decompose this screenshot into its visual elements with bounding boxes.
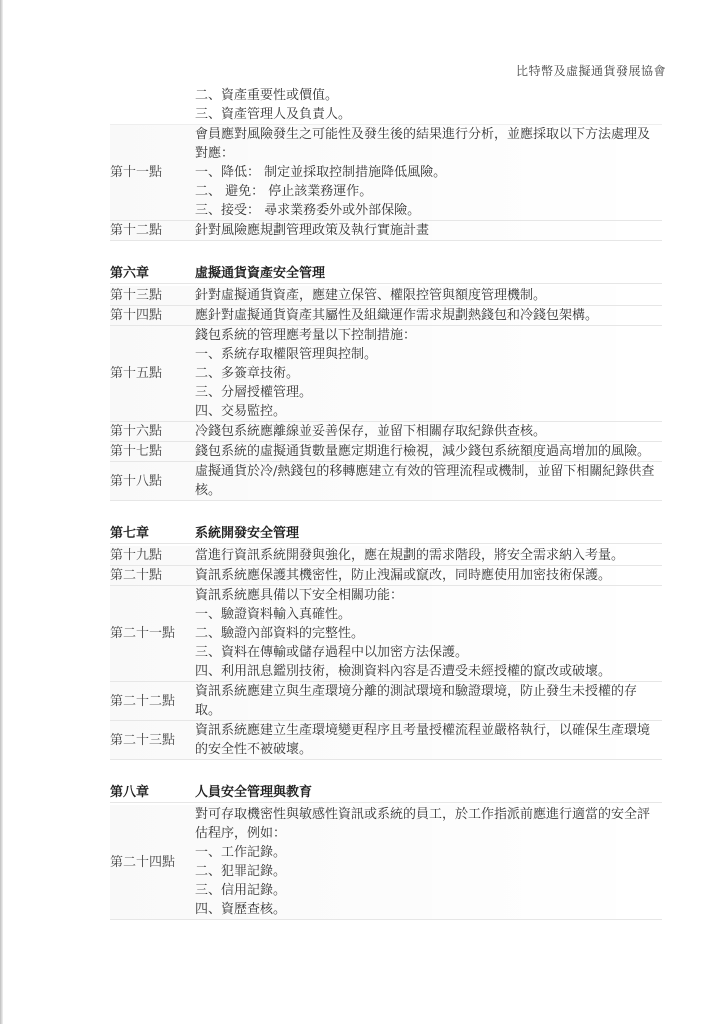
clause-content (195, 566, 662, 585)
clause-text: 錢包系統的管理應考量以下控制措施： (195, 328, 417, 343)
clause-content (195, 326, 662, 421)
continued-item: 三、資產管理人及負責人。 (195, 107, 352, 122)
clause-text: 二、犯罪記錄。 (195, 864, 287, 879)
clause-text: 對可存取機密性與敏感性資訊或系統的員工，於工作指派前應進行適當的安全評估程序，例如： (195, 807, 651, 841)
clause-text: 三、信用記錄。 (195, 883, 287, 898)
clause-label: 第二十二點 (110, 693, 176, 709)
clause-text: 虛擬通貨於冷/熱錢包的移轉應建立有效的管理流程或機制，並留下相關紀錄供查核。 (195, 464, 655, 498)
clause-text: 二、驗證內部資料的完整性。 (195, 626, 365, 641)
clause-label: 第十一點 (110, 165, 163, 180)
clause-11 (110, 125, 662, 221)
clause-text: 當進行資訊系統開發與強化，應在規劃的需求階段，將安全需求納入考量。 (195, 548, 625, 563)
clause-18 (110, 462, 662, 501)
clause-text: 二、多簽章技術。 (195, 366, 300, 381)
page-edge-shadow (0, 0, 3, 1024)
clause-label: 第十九點 (110, 548, 163, 563)
clause-text: 資訊系統應建立生產環境變更程序且考量授權流程並嚴格執行，以確保生產環境的安全性不被破壞。 (195, 723, 651, 757)
clause-21 (110, 586, 662, 682)
continued-item: 二、資產重要性或價值。 (195, 88, 339, 103)
clause-19 (110, 546, 662, 566)
clause-label: 第十八點 (110, 473, 163, 489)
clause-14 (110, 306, 662, 326)
clause-text: 四、資歷查核。 (195, 902, 287, 917)
clause-content (195, 721, 662, 759)
clause-24 (110, 805, 662, 920)
clause-16 (110, 422, 662, 442)
clause-content (195, 221, 662, 240)
chapter-title: 虛擬通貨資產安全管理 (195, 266, 326, 281)
clause-text: 一、驗證資料輸入真確性。 (195, 607, 352, 622)
clause-content (195, 462, 662, 500)
clause-label: 第十四點 (110, 308, 163, 323)
clause-label: 第十三點 (110, 288, 163, 303)
clause-text: 一、工作記錄。 (195, 845, 287, 860)
continued-items (110, 86, 662, 125)
clause-label: 第十七點 (110, 444, 163, 459)
clause-text: 會員應對風險發生之可能性及發生後的結果進行分析，並應採取以下方法處理及對應： (195, 127, 651, 161)
chapter-label: 第八章 (110, 785, 150, 800)
clause-text: 資訊系統應具備以下安全相關功能： (195, 588, 404, 603)
clause-text: 資訊系統應保護其機密性，防止洩漏或竄改，同時應使用加密技術保護。 (195, 568, 612, 583)
clause-content (195, 586, 662, 681)
chapter-title: 系統開發安全管理 (195, 526, 300, 541)
chapter-7-heading (110, 524, 662, 544)
clause-text: 二、 避免： 停止該業務運作。 (195, 184, 373, 199)
clause-text: 資訊系統應建立與生產環境分離的測試環境和驗證環境，防止發生未授權的存取。 (195, 684, 638, 718)
clause-20 (110, 566, 662, 586)
clause-text: 四、利用訊息鑑別技術，檢測資料內容是否遭受未經授權的竄改或破壞。 (195, 664, 612, 679)
clause-content (195, 125, 662, 220)
clause-17 (110, 442, 662, 462)
clause-content (195, 805, 662, 919)
clause-text: 三、接受： 尋求業務委外或外部保險。 (195, 203, 421, 218)
clause-content (195, 422, 662, 441)
clause-content (195, 286, 662, 305)
clause-label: 第十五點 (110, 366, 163, 381)
clause-content (195, 306, 662, 325)
chapter-label: 第七章 (110, 526, 150, 541)
chapter-title: 人員安全管理與教育 (195, 785, 313, 800)
clause-12 (110, 221, 662, 241)
clause-text: 一、系統存取權限管理與控制。 (195, 347, 378, 362)
clause-text: 一、降低： 制定並採取控制措施降低風險。 (195, 165, 447, 180)
clause-text: 針對虛擬通貨資產，應建立保管、權限控管與額度管理機制。 (195, 288, 547, 303)
clause-label: 第二十一點 (110, 626, 176, 641)
clause-label: 第十六點 (110, 424, 163, 439)
clause-15 (110, 326, 662, 422)
clause-label: 第二十點 (110, 568, 163, 583)
clause-text: 應針對虛擬通貨資產其屬性及組織運作需求規劃熱錢包和冷錢包架構。 (195, 308, 599, 323)
clause-23 (110, 721, 662, 760)
regulation-document (110, 86, 662, 920)
clause-content (195, 546, 662, 565)
clause-text: 三、分層授權管理。 (195, 385, 313, 400)
clause-content (195, 682, 662, 720)
chapter-6-heading (110, 264, 662, 284)
clause-22 (110, 682, 662, 721)
chapter-8-heading (110, 783, 662, 803)
clause-text: 三、資料在傳輸或儲存過程中以加密方法保護。 (195, 645, 469, 660)
clause-text: 冷錢包系統應離線並妥善保存，並留下相關存取紀錄供查核。 (195, 424, 547, 439)
clause-13 (110, 286, 662, 306)
clause-label: 第十二點 (110, 223, 163, 238)
clause-text: 錢包系統的虛擬通貨數量應定期進行檢視，減少錢包系統額度過高增加的風險。 (195, 444, 651, 459)
clause-label: 第二十四點 (110, 854, 176, 870)
clause-text: 四、交易監控。 (195, 404, 287, 419)
clause-content (195, 442, 662, 461)
page-header-org: 比特幣及虛擬通貨發展協會 (515, 64, 666, 78)
chapter-label: 第六章 (110, 266, 150, 281)
clause-text: 針對風險應規劃管理政策及執行實施計畫 (195, 223, 430, 238)
clause-label: 第二十三點 (110, 732, 176, 748)
